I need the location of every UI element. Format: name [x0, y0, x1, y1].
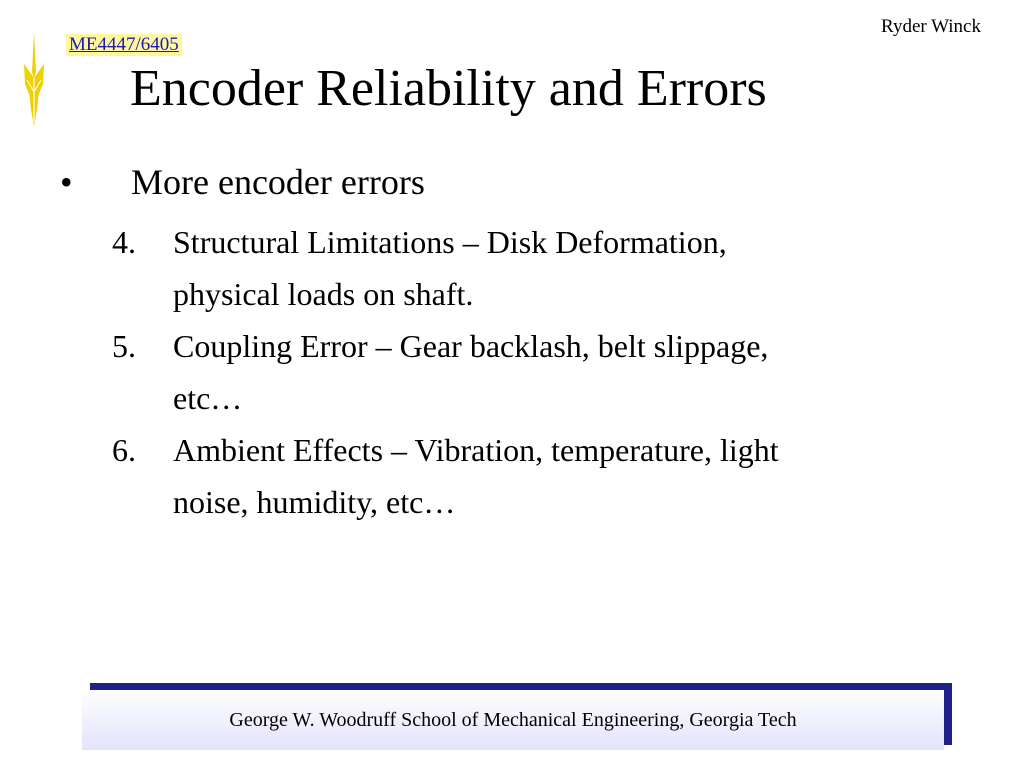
- author-name: Ryder Winck: [881, 16, 981, 37]
- item-line: physical loads on shaft.: [173, 276, 474, 312]
- slide-title: Encoder Reliability and Errors: [130, 60, 767, 117]
- georgia-tech-logo-icon: [22, 32, 46, 126]
- item-number: 4.: [112, 224, 136, 260]
- item-line: Coupling Error – Gear backlash, belt slippage,: [173, 328, 769, 364]
- bullet-text: More encoder errors: [131, 162, 425, 202]
- course-code-link[interactable]: ME4447/6405: [66, 34, 182, 56]
- footer-bar: [82, 690, 944, 750]
- footer-text: George W. Woodruff School of Mechanical Engineering, Georgia Tech: [229, 708, 797, 731]
- item-line: Ambient Effects – Vibration, temperature, light: [173, 432, 779, 468]
- bullet-symbol: •: [60, 162, 73, 202]
- item-number: 5.: [112, 328, 136, 364]
- item-line: etc…: [173, 380, 243, 416]
- item-line: Structural Limitations – Disk Deformation,: [173, 224, 727, 260]
- item-number: 6.: [112, 432, 136, 468]
- item-line: noise, humidity, etc…: [173, 484, 456, 520]
